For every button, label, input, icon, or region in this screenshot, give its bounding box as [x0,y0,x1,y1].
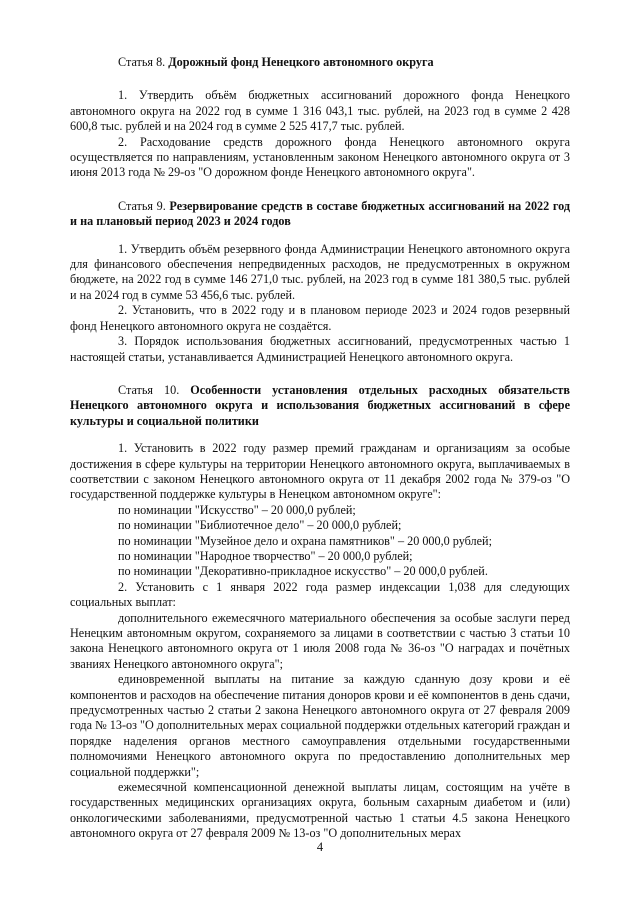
article-9-title: Резервирование средств в составе бюджетных ассигнований на 2022 год и на плановый период 2023 и 2024 годов [70,198,571,229]
article-10-prefix: Статья 10. [118,382,191,397]
article-8-heading [70,55,570,70]
article-8-title: Дорожный фонд Ненецкого автономного округа [168,55,434,69]
article-10-paragraph-2: 2. Установить с 1 января 2022 года размер индексации 1,038 для следующих социальных выплат: [70,579,570,610]
article-8-prefix: Статья 8. [118,55,169,69]
nomination-item: по номинации "Музейное дело и охрана памятников" – 20 000,0 рублей; [118,533,492,548]
nomination-item: по номинации "Искусство" – 20 000,0 рублей; [118,502,356,517]
article-9-heading [70,199,570,230]
social-payment-item: ежемесячной компенсационной денежной выплаты лицам, состоящим на учёте в государственных медицинских организациях округа, больным сахарным диабетом и (или) онкологическими заболеваниями, предусмотренной частью 1 статьи 4.5 закона Ненецкого автономного округа от 27 февраля 2009 № 13-оз "О дополнительных мерах [70,780,570,841]
social-payment-item: дополнительного ежемесячного материального обеспечения за особые заслуги перед Ненецким автономным округом, сохраняемого за лицами в соответствии с частью 3 статьи 10 закона Ненецкого автономного округа от 1 июля 2008 года № 36-оз "О наградах и почётных званиях Ненецкого автономного округа"; [70,610,570,671]
article-8-paragraph-2: 2. Расходование средств дорожного фонда Ненецкого автономного округа осуществляется по направлениям, установленным законом Ненецкого автономного округа от 3 июня 2013 года № 29-оз "О дорожном фонде Ненецкого автономного округа". [70,134,570,180]
article-9-paragraph-2: 2. Установить, что в 2022 году и в плановом периоде 2023 и 2024 годов резервный фонд Ненецкого автономного округа не создаётся. [70,303,570,333]
document-body [70,55,570,842]
article-9-paragraph-3: 3. Порядок использования бюджетных ассигнований, предусмотренных частью 1 настоящей статьи, устанавливается Администрацией Ненецкого автономного округа. [70,334,570,364]
article-8-paragraph-1: 1. Утвердить объём бюджетных ассигнований дорожного фонда Ненецкого автономного округа на 2022 год в сумме 1 316 043,1 тыс. рублей, на 2023 год в сумме 2 428 600,8 тыс. рублей и на 2024 год в сумме 2 525 417,7 тыс. рублей. [70,88,570,134]
article-10-heading [70,383,570,429]
nomination-item: по номинации "Библиотечное дело" – 20 000,0 рублей; [118,518,402,533]
nomination-item: по номинации "Народное творчество" – 20 000,0 рублей; [118,548,413,563]
social-payment-item: единовременной выплаты на питание за каждую сданную дозу крови и её компонентов и расходов на обеспечение питания доноров крови и её компонентов в день сдачи, предусмотренных частью 2 статьи 2 закона Ненецкого автономного округа от 27 февраля 2009 года № 13-оз "О дополнительных мерах социальной поддержки отдельных категорий граждан и порядке наделения органов местного самоуправления отдельными государственными полномочиями Ненецкого автономного округа по предоставлению дополнительных мер социальной поддержки"; [70,672,570,779]
article-9-prefix: Статья 9. [118,198,170,213]
article-10-title: Особенности установления отдельных расходных обязательств Ненецкого автономного округа и использования бюджетных ассигнований в сфере культуры и социальной политики [70,382,571,428]
article-9-paragraph-1: 1. Утвердить объём резервного фонда Администрации Ненецкого автономного округа для финансового обеспечения непредвиденных расходов, не предусмотренных в окружном бюджете, на 2022 год в сумме 146 271,0 тыс. рублей, на 2023 год в сумме 181 380,5 тыс. рублей и на 2024 год в сумме 53 456,6 тыс. рублей. [70,241,570,302]
article-10-paragraph-1: 1. Установить в 2022 году размер премий гражданам и организациям за особые достижения в сфере культуры на территории Ненецкого автономного округа, выплачиваемых в соответствии с законом Ненецкого автономного округа от 11 декабря 2002 года № 379-оз "О государственной поддержке культуры в Ненецком автономном округе": [70,441,570,502]
nomination-item: по номинации "Декоративно-прикладное искусство" – 20 000,0 рублей. [118,564,488,579]
page-number: 4 [316,840,324,854]
